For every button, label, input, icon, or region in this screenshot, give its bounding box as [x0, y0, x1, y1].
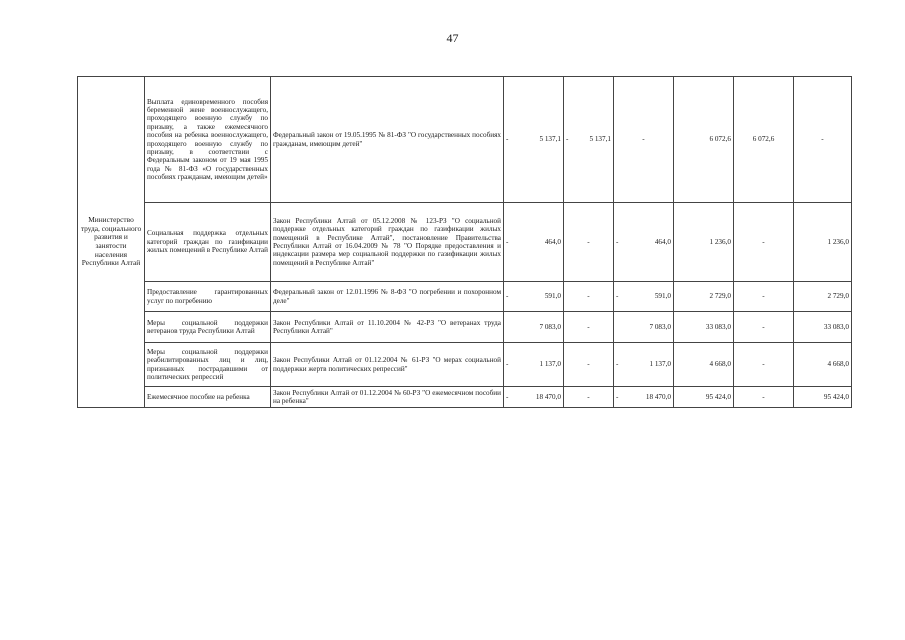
amount-cell: - [614, 77, 674, 203]
law-cell: Закон Республики Алтай от 11.10.2004 № 42-РЗ "О ветеранах труда Республики Алтай" [271, 312, 504, 343]
measure-cell: Социальная поддержка отдельных категорий граждан по газификации жилых помещений в Республике Алтай [145, 203, 271, 282]
law-cell: Закон Республики Алтай от 05.12.2008 № 123-РЗ "О социальной поддержке отдельных категорий граждан по газификации жилых помещений в Республике Алтай", постановление Правительства Республики Алтай от 16.04.2009 № 78 "О Порядке предоставления и индексации размера мер социальной поддержки по газификации жилых помещений в Республике Алтай" [271, 203, 504, 282]
empty-mark: - [506, 135, 509, 144]
amount-value: 464,0 [544, 237, 561, 246]
amount-cell: 2 729,0 [674, 282, 734, 312]
amount-cell: - [734, 387, 794, 408]
amount-cell: 33 083,0 [674, 312, 734, 343]
amount-cell: 6 072,6 [734, 77, 794, 203]
empty-mark: - [506, 237, 509, 246]
amount-cell [614, 203, 674, 282]
amount-value: 5 137,1 [539, 135, 561, 144]
empty-mark: - [616, 392, 619, 401]
law-cell: Закон Республики Алтай от 01.12.2004 № 60-РЗ "О ежемесячном пособии на ребенка" [271, 387, 504, 408]
amount-cell [614, 343, 674, 387]
amount-cell: 1 236,0 [674, 203, 734, 282]
amount-value: 1 137,0 [539, 360, 561, 369]
amount-cell: 95 424,0 [674, 387, 734, 408]
amount-value: 7 083,0 [649, 322, 671, 331]
amount-value: 464,0 [654, 237, 671, 246]
measure-cell: Меры социальной поддержки реабилитированных лиц и лиц, признанных пострадавшими от политических репрессий [145, 343, 271, 387]
table-row [78, 312, 852, 343]
amount-cell [504, 203, 564, 282]
amount-cell: - [564, 343, 614, 387]
amount-cell [614, 387, 674, 408]
measure-cell: Предоставление гарантированных услуг по погребению [145, 282, 271, 312]
empty-mark: - [506, 292, 509, 301]
amount-cell: - [564, 312, 614, 343]
table-row [78, 77, 852, 203]
amount-cell: 2 729,0 [794, 282, 852, 312]
amount-cell: - [564, 282, 614, 312]
amount-cell: - [564, 203, 614, 282]
amount-cell: 4 668,0 [794, 343, 852, 387]
amount-value: 7 083,0 [539, 322, 561, 331]
amount-value: 18 470,0 [645, 392, 671, 401]
empty-mark: - [616, 292, 619, 301]
law-cell: Федеральный закон от 12.01.1996 № 8-ФЗ "О погребении и похоронном деле" [271, 282, 504, 312]
amount-value: 5 137,1 [589, 135, 611, 144]
table-row [78, 282, 852, 312]
amount-cell: - [734, 312, 794, 343]
amount-cell [504, 387, 564, 408]
amount-cell [504, 312, 564, 343]
amount-value: 1 137,0 [649, 360, 671, 369]
measure-cell: Выплата единовременного пособия беременной жене военнослужащего, проходящего военную службу по призыву, а также ежемесячного пособия на ребенка военнослужащего, проходящего военную службу по призыву, в соответствии с Федеральным законом от 19 мая 1995 года № 81-ФЗ «О государственных пособиях гражданам, имеющим детей» [145, 77, 271, 203]
empty-mark: - [566, 135, 569, 144]
amount-cell [504, 282, 564, 312]
law-cell: Закон Республики Алтай от 01.12.2004 № 61-РЗ "О мерах социальной поддержки жертв политических репрессий" [271, 343, 504, 387]
measure-cell: Меры социальной поддержки ветеранов труда Республики Алтай [145, 312, 271, 343]
page-number: 47 [446, 31, 459, 45]
amount-cell: - [734, 282, 794, 312]
empty-mark: - [616, 237, 619, 246]
amount-value: 591,0 [544, 292, 561, 301]
amount-cell [614, 282, 674, 312]
measure-cell: Ежемесячное пособие на ребенка [145, 387, 271, 408]
amount-value: 18 470,0 [535, 392, 561, 401]
empty-mark: - [506, 392, 509, 401]
ministry-cell: Министерство труда, социального развития и занятости населения Республики Алтай [78, 77, 145, 408]
amount-cell: - [564, 387, 614, 408]
amount-cell [564, 77, 614, 203]
empty-mark: - [616, 360, 619, 369]
amount-cell: 6 072,6 [674, 77, 734, 203]
amount-value: 591,0 [654, 292, 671, 301]
amount-cell: 1 236,0 [794, 203, 852, 282]
amount-cell: 4 668,0 [674, 343, 734, 387]
amount-cell [614, 312, 674, 343]
amount-cell [504, 343, 564, 387]
amount-cell: - [734, 203, 794, 282]
table-row [78, 387, 852, 408]
table-row [78, 203, 852, 282]
amount-cell: - [794, 77, 852, 203]
empty-mark: - [506, 360, 509, 369]
law-cell: Федеральный закон от 19.05.1995 № 81-ФЗ "О государственных пособиях гражданам, имеющим детей" [271, 77, 504, 203]
amount-cell: 33 083,0 [794, 312, 852, 343]
table-row [78, 343, 852, 387]
amount-cell: - [734, 343, 794, 387]
budget-table [77, 76, 852, 408]
amount-cell: 95 424,0 [794, 387, 852, 408]
amount-cell [504, 77, 564, 203]
